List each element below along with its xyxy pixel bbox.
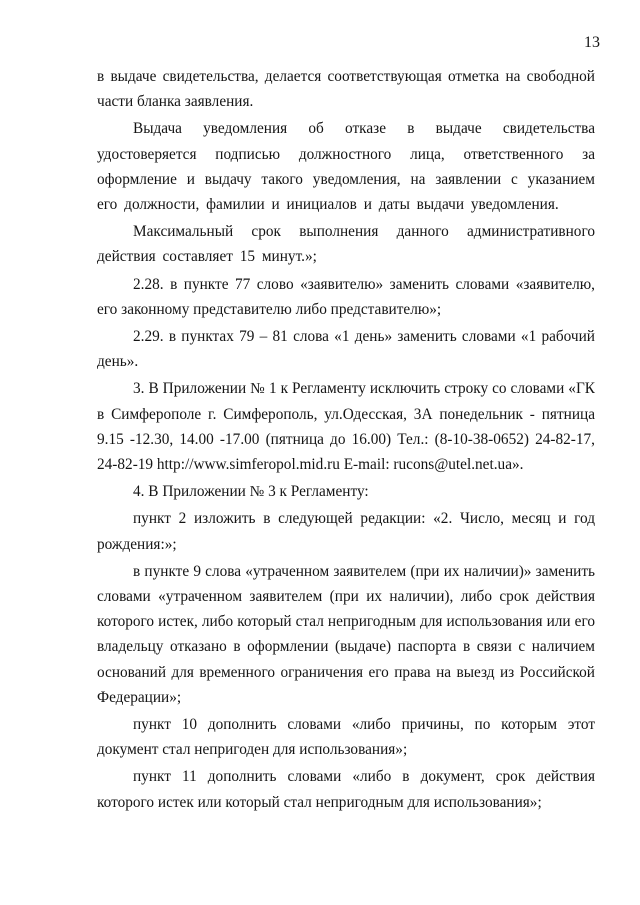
paragraph-point-9: в пункте 9 слова «утраченном заявителем (при их наличии)» заменить словами «утраченном заявителем (при их наличии), либо срок действия которого истек, либо который стал непригодным для использования или его владельцу отказано в оформлении (выдаче) паспорта в связи с наличием оснований для временного ограничения его права на выезд из Российской Федерации»; [97,562,595,706]
paragraph-max-duration: Максимальный срок выполнения данного административного действия составляет 15 минут.»; [97,223,595,266]
paragraph-item-2-28: 2.28. в пункте 77 слово «заявителю» заменить словами «заявителю, его законному представителю либо представителю»; [97,275,595,318]
document-body [97,64,595,815]
paragraph-point-10: пункт 10 дополнить словами «либо причины, по которым этот документ стал непригоден для использования»; [97,716,595,759]
paragraph-continuation: в выдаче свидетельства, делается соответствующая отметка на свободной части бланка заявления. [97,68,595,111]
paragraph-point-2: пункт 2 изложить в следующей редакции: «2. Число, месяц и год рождения:»; [97,510,595,553]
page-number: 13 [584,34,600,51]
paragraph-item-2-29: 2.29. в пунктах 79 – 81 слова «1 день» заменить словами «1 рабочий день». [97,328,595,371]
paragraph-item-3: 3. В Приложении № 1 к Регламенту исключить строку со словами «ГК в Симферополе г. Симферополь, ул.Одесская, 3А понедельник - пятница 9.15 -12.30, 14.00 -17.00 (пятница до 16.00) Тел.: (8-10-38-0652) 24-82-17, 24-82-19 http://www.simferopol.mid.ru E-mail: rucons@utel.net.ua». [97,380,595,474]
paragraph-item-4: 4. В Приложении № 3 к Регламенту: [133,483,369,501]
paragraph-refusal-notice: Выдача уведомления об отказе в выдаче свидетельства удостоверяется подписью должностного лица, ответственного за оформление и выдачу такого уведомления, на заявлении с указанием его должности, фамилии и инициалов и даты выдачи уведомления. [97,120,595,214]
paragraph-point-11: пункт 11 дополнить словами «либо в документ, срок действия которого истек или который стал непригодным для использования»; [97,768,595,811]
